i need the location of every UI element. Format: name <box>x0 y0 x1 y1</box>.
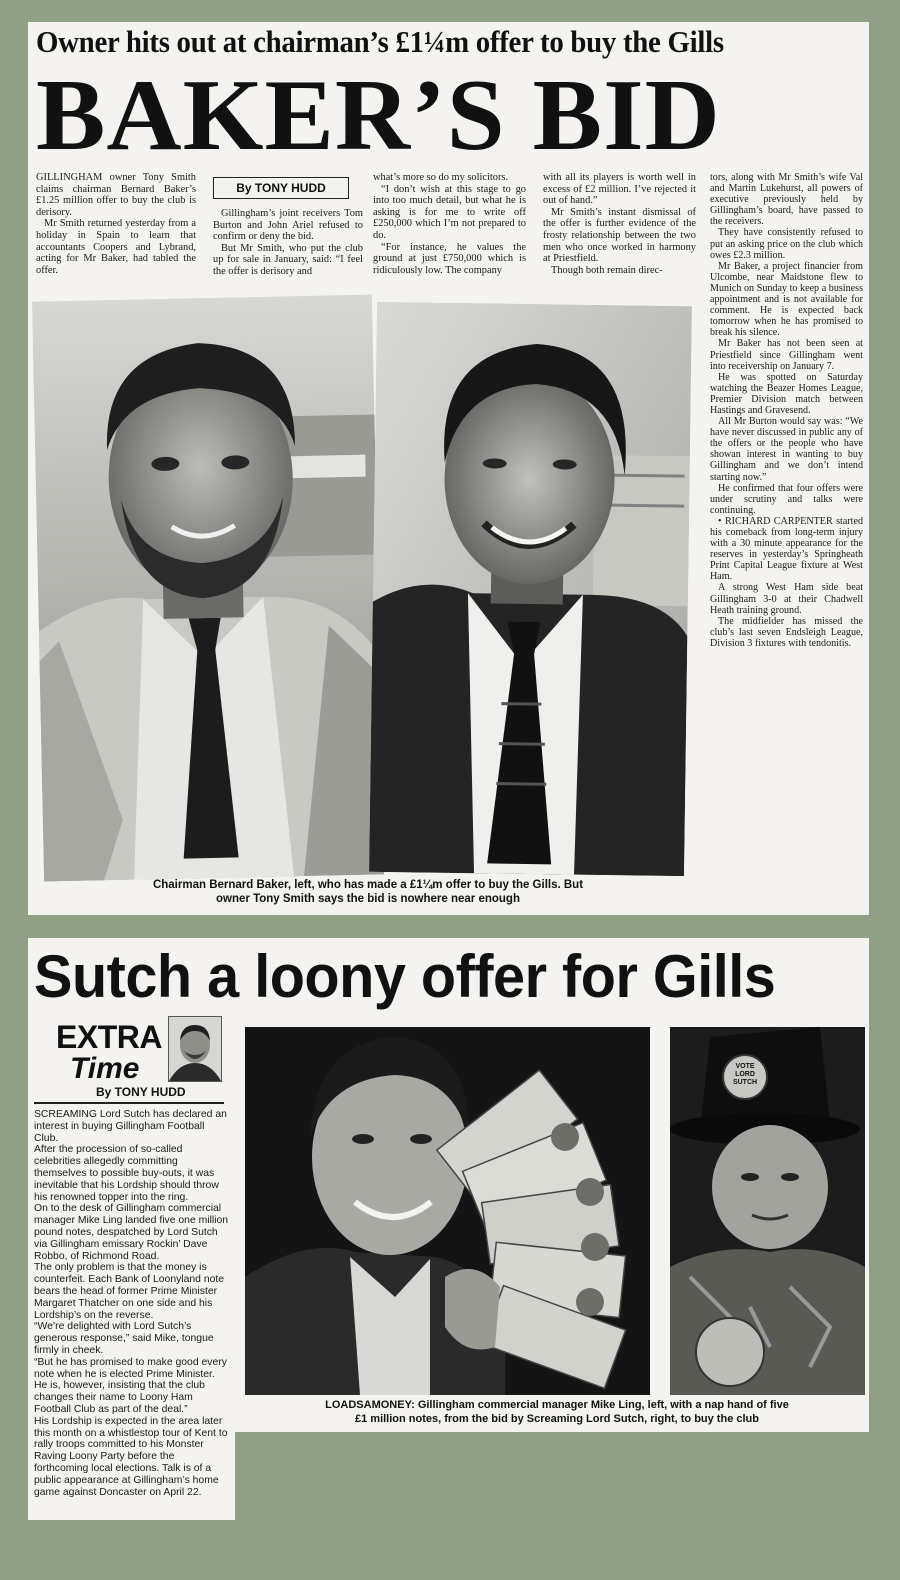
paragraph: Though both remain direc- <box>551 264 663 276</box>
caption-line: £1 million notes, from the bid by Screaming Lord Sutch, right, to buy the club <box>355 1412 759 1425</box>
caption-panel <box>245 1395 869 1432</box>
clipping-bakers-bid <box>28 22 869 915</box>
photo-mike-ling <box>245 1027 650 1395</box>
paragraph: After the procession of so-called celebrities allegedly committing themselves to possible buy-outs, it was inevitable that his Lordship should throw his renowned topper into the ring. <box>34 1144 219 1203</box>
paragraph: “But he has promised to make good every note when he is elected Prime Minister. He is, however, insisting that the club changes their name to Loony Ham Football Club as part of the deal.” <box>34 1356 227 1415</box>
caption-line: owner Tony Smith says the bid is nowhere near enough <box>216 893 520 905</box>
paragraph: The midfielder has missed the club’s last seven Endsleigh League, Division 3 fixtures with tendonitis. <box>710 615 863 649</box>
column-title <box>56 1020 166 1084</box>
paragraph: “We’re delighted with Lord Sutch’s generous response,” said Mike, tongue firmly in cheek. <box>34 1321 214 1356</box>
headline: Sutch a loony offer for Gills <box>34 943 776 1010</box>
paragraph: They have consistently refused to put an asking price on the club which owes £2.3 million. <box>710 227 863 261</box>
byline: By TONY HUDD <box>96 1085 186 1099</box>
photo-lord-sutch <box>670 1027 865 1395</box>
caption-line: LOADSAMONEY: Gillingham commercial manager Mike Ling, left, with a nap hand of five <box>325 1399 789 1411</box>
headline: BAKER’S BID <box>36 59 721 172</box>
paragraph: All Mr Burton would say was: “We have never discussed in public any of the offers or the people who have showan interest in wanting to buy Gillingham and we don’t intend starting now.” <box>710 416 863 483</box>
photo-tony-smith <box>369 302 692 876</box>
kicker: Owner hits out at chairman’s £1¼m offer to buy the Gills <box>36 24 724 59</box>
photo-caption <box>245 1399 869 1426</box>
paragraph: On to the desk of Gillingham commercial manager Mike Ling landed five one million pound notes, despatched by Lord Sutch via Gillingham emissary Rockin’ Dave Robbo, of Richmond Road. <box>34 1203 229 1262</box>
photo-caption <box>58 878 678 906</box>
badge-text: LORD <box>735 1071 755 1078</box>
paragraph: A strong West Ham side beat Gillingham 3-0 at their Chadwell Heath training ground. <box>710 582 863 616</box>
paragraph: But Mr Smith, who put the club up for sale in January, said: “I feel the offer is derisory and <box>213 242 363 277</box>
paragraph: SCREAMING Lord Sutch has declared an interest in buying Gillingham Football Club. <box>34 1109 227 1144</box>
paragraph: tors, along with Mr Smith’s wife Val and Martin Lukehurst, all powers of executive previously held by Gillingham’s board, have passed to the receivers. <box>710 172 863 228</box>
paragraph: He was spotted on Saturday watching the Beazer Homes League, Premier Division match between Hastings and Gravesend. <box>710 371 863 416</box>
byline-rule <box>34 1102 224 1104</box>
paragraph: Mr Baker, a project financier from Ulcombe, near Maidstone flew to Munich on Sunday to keep a business appointment and is not available for comment. He is expected back tomorrow when he has promised to break his silence. <box>710 260 863 339</box>
paragraph: He confirmed that four offers were under scrutiny and talks were continuing. <box>710 482 863 516</box>
story-column-2 <box>213 208 363 278</box>
story-column-5 <box>710 172 863 649</box>
paragraph: GILLINGHAM owner Tony Smith claims chairman Bernard Baker’s £1.25 million offer to buy the club is derisory. <box>36 172 196 218</box>
paragraph: His Lordship is expected in the area later this month on a whistlestop tour of Kent to rally troops committed to his Monster Raving Loony Party before the forthcoming local elections. Talk is of a public appearance at Gillingham’s home game against Doncaster on April 22. <box>34 1415 228 1498</box>
paragraph: • RICHARD CARPENTER started his comeback from long-term injury with a 30 minute appearance for the reserves in yesterday’s Springheath Print Capital League fixture at West Ham. <box>710 515 863 583</box>
author-headshot <box>168 1016 222 1082</box>
story-column-1 <box>36 172 196 276</box>
badge-text: SUTCH <box>732 1079 758 1086</box>
badge-text: VOTE <box>735 1063 755 1070</box>
column-title-time: Time <box>70 1052 140 1085</box>
paragraph: Mr Smith’s instant dismissal of the offer is further evidence of the frosty relationship between the two men who once worked in harmony at Priestfield. <box>543 206 696 265</box>
column-title-extra: EXTRA <box>56 1019 162 1055</box>
paragraph: what’s more so do my solicitors. <box>373 172 509 183</box>
story-column-3 <box>373 172 526 276</box>
story-column <box>34 1109 229 1498</box>
paragraph: Mr Smith returned yesterday from a holiday in Spain to learn that accountants Coopers and Lybrand, acting for Mr Baker, had tabled the offer. <box>36 218 196 276</box>
photo-bernard-baker <box>32 295 384 882</box>
caption-line: Chairman Bernard Baker, left, who has made a £1¼m offer to buy the Gills. But <box>152 879 584 891</box>
paragraph: Gillingham’s joint receivers Tom Burton and John Ariel refused to confirm or deny the bid. <box>213 208 363 243</box>
paragraph: with all its players is worth well in excess of £2 million. I’ve rejected it out of hand.” <box>543 172 696 207</box>
story-column-4 <box>543 172 696 276</box>
byline: By TONY HUDD <box>213 177 349 199</box>
paragraph: “I don’t wish at this stage to go into too much detail, but what he is asking is for me to write off £250,000 which I’m not prepared to do. <box>373 183 526 241</box>
paragraph: The only problem is that the money is counterfeit. Each Bank of Loonyland note bears the head of former Prime Minister Margaret Thatcher on one side and his Lordship’s on the reverse. <box>34 1262 225 1321</box>
badge-label-hat <box>727 1063 763 1087</box>
paragraph: Mr Baker has not been seen at Priestfield since Gillingham went into receivership on January 7. <box>710 338 863 372</box>
paragraph: “For instance, he values the ground at just £750,000 which is ridiculously low. The company <box>373 241 526 276</box>
clipping-sutch-column <box>28 1105 235 1520</box>
